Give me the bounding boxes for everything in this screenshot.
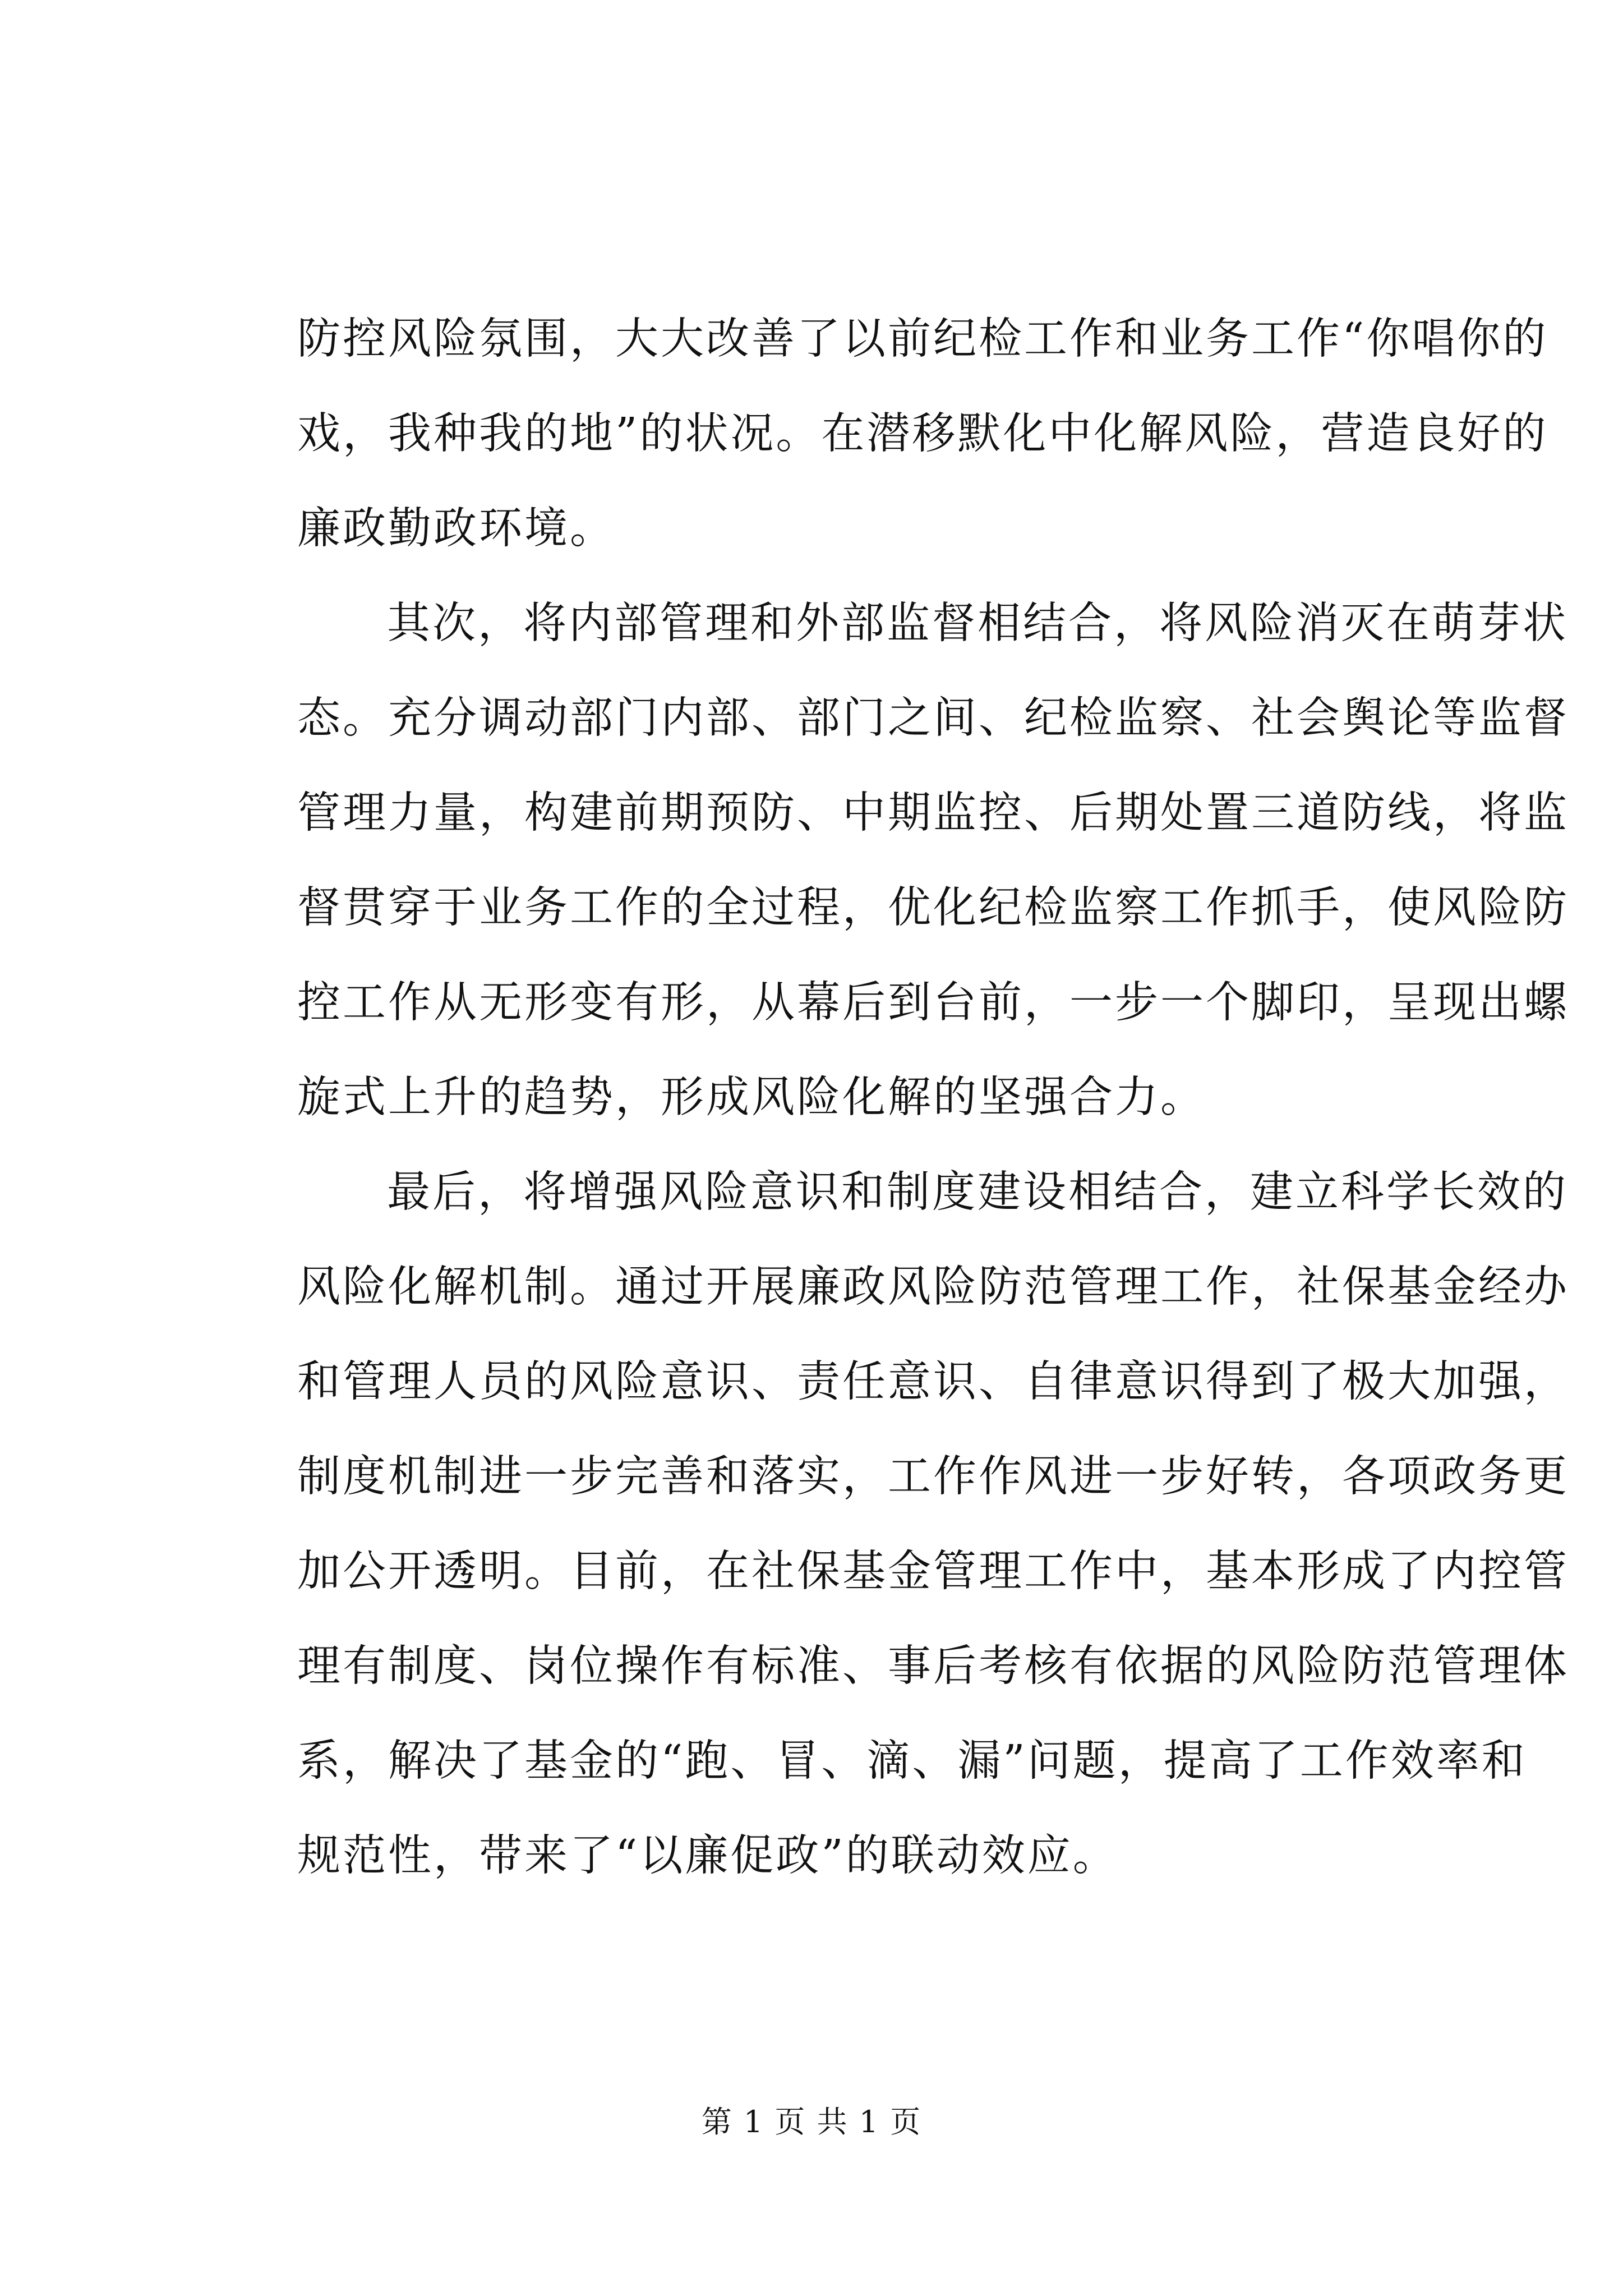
text-line: 管理力量，构建前期预防、中期监控、后期处置三道防线，将监 [297, 788, 1569, 838]
text-line: 督贯穿于业务工作的全过程，优化纪检监察工作抓手，使风险防 [297, 883, 1569, 933]
text-line: 加公开透明。目前，在社保基金管理工作中，基本形成了内控管 [297, 1547, 1569, 1596]
paragraph-start-line: 最后，将增强风险意识和制度建设相结合，建立科学长效的 [387, 1167, 1568, 1217]
paragraph-start-line: 其次，将内部管理和外部监督相结合，将风险消灭在萌芽状 [387, 599, 1568, 648]
text-line: 廉政勤政环境。 [297, 504, 615, 554]
text-line: 理有制度、岗位操作有标准、事后考核有依据的风险防范管理体 [297, 1641, 1569, 1691]
text-line: 态。充分调动部门内部、部门之间、纪检监察、社会舆论等监督 [297, 693, 1569, 743]
text-line: 旋式上升的趋势，形成风险化解的坚强合力。 [297, 1073, 1206, 1122]
page-footer-label: 第 1 页 共 1 页 [701, 2104, 922, 2139]
text-line: 防控风险氛围，大大改善了以前纪检工作和业务工作“你唱你的 [297, 314, 1548, 364]
document-body [297, 292, 1569, 1903]
text-line: 和管理人员的风险意识、责任意识、自律意识得到了极大加强， [297, 1357, 1569, 1407]
text-line: 规范性，带来了“以廉促政”的联动效应。 [297, 1831, 1118, 1881]
text-line: 戏，我种我的地”的状况。在潜移默化中化解风险，营造良好的 [297, 409, 1548, 459]
text-line: 控工作从无形变有形，从幕后到台前，一步一个脚印，呈现出螺 [297, 978, 1569, 1028]
text-line: 风险化解机制。通过开展廉政风险防范管理工作，社保基金经办 [297, 1262, 1569, 1312]
text-line: 系，解决了基金的“跑、冒、滴、漏”问题，提高了工作效率和 [297, 1736, 1527, 1786]
text-line: 制度机制进一步完善和落实，工作作风进一步好转，各项政务更 [297, 1452, 1569, 1502]
